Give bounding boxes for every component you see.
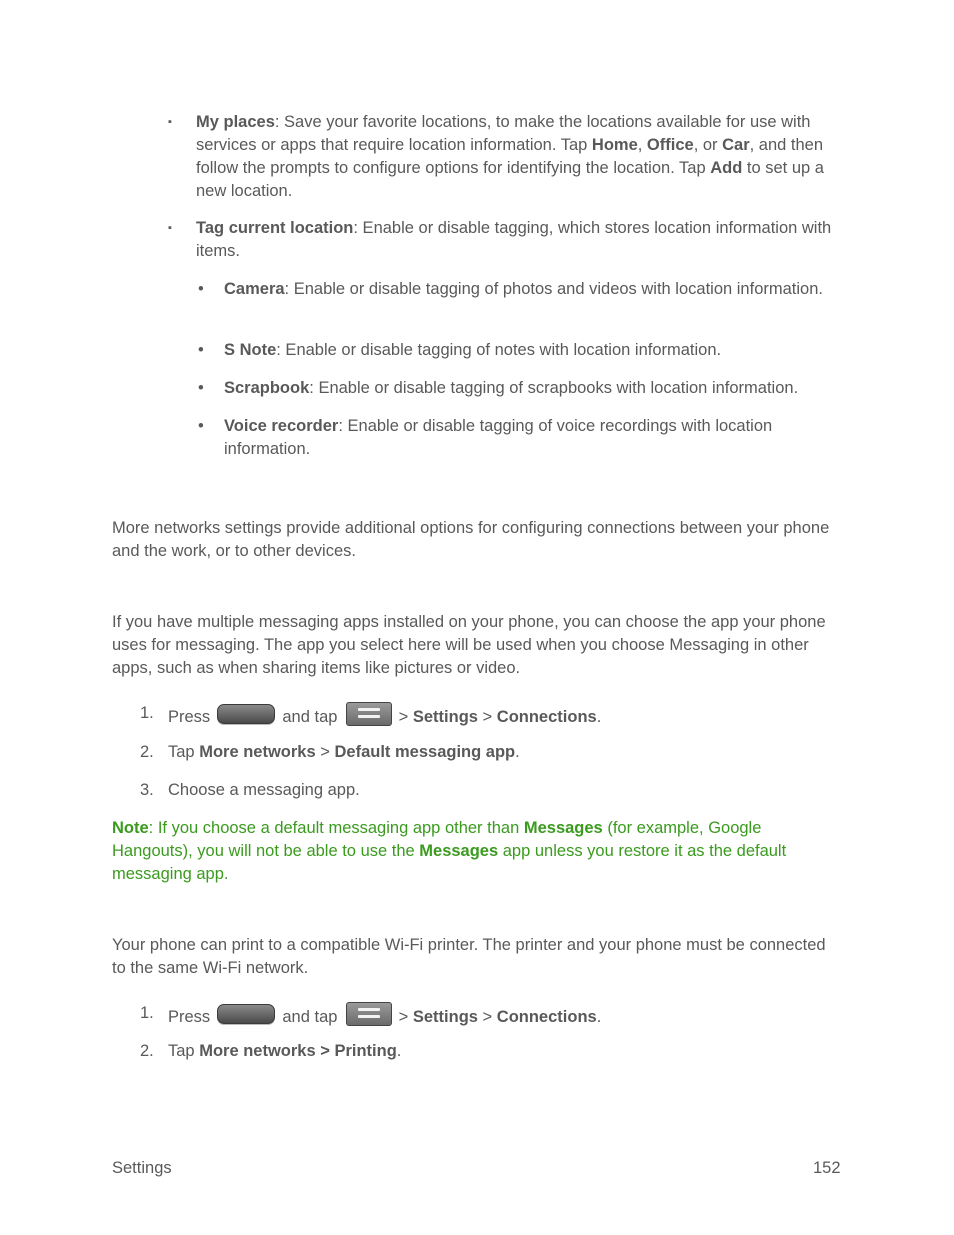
home-term: Home (591, 136, 638, 154)
square-bullet-icon: ▪ (168, 222, 172, 234)
dot-bullet-icon: • (198, 417, 204, 435)
text-segment: : Save your favorite locations, to make the locations available for use with services or apps that require location information. Tap (196, 113, 811, 154)
separator: > (398, 1008, 409, 1026)
more-networks-term: More networks (199, 743, 316, 761)
tag-current-location-desc: : Enable or disable tagging, which stores location information with items. (196, 219, 832, 260)
settings-term: Settings (412, 708, 478, 726)
page-number: 152 (813, 1159, 841, 1177)
camera-item (224, 278, 844, 301)
step-number: 1. (140, 704, 154, 722)
voice-recorder-item (224, 415, 844, 461)
messages-term: Messages (419, 842, 499, 860)
my-places-item (196, 111, 846, 203)
messaging-step-2 (168, 741, 848, 764)
text-segment: , (637, 136, 647, 154)
my-places-term: My places (196, 113, 275, 131)
separator: > (398, 708, 409, 726)
printing-step-2 (168, 1040, 848, 1063)
camera-desc: : Enable or disable tagging of photos and videos with location information. (284, 280, 823, 298)
connections-term: Connections (496, 1008, 597, 1026)
step-number: 2. (140, 743, 154, 761)
more-networks-printing-term: More networks > Printing (199, 1042, 397, 1060)
footer-section: Settings (112, 1159, 172, 1177)
s-note-term: S Note (224, 341, 277, 359)
dot-bullet-icon: • (198, 379, 204, 397)
period: . (396, 1042, 402, 1060)
period: . (596, 708, 602, 726)
tag-current-location-term: Tag current location (196, 219, 354, 237)
scrapbook-desc: : Enable or disable tagging of scrapbooks with location information. (309, 379, 799, 397)
messages-term: Messages (523, 819, 603, 837)
text-segment: , or (693, 136, 723, 154)
s-note-item (224, 339, 844, 362)
note-text: app unless you restore it as the default messaging app. (112, 842, 787, 883)
text-segment: to set up a new location. (196, 159, 824, 200)
menu-key-icon (346, 1002, 392, 1026)
scrapbook-term: Scrapbook (224, 379, 310, 397)
tap-label: Tap (168, 1042, 195, 1060)
text-segment: , and then follow the prompts to configure options for identifying the location. Tap (196, 136, 824, 177)
default-messaging-app-term: Default messaging app (334, 743, 516, 761)
printing-intro: Your phone can print to a compatible Wi-Fi printer. The printer and your phone must be connected to the same Wi-Fi network. (112, 936, 826, 977)
car-term: Car (722, 136, 750, 154)
note-text: (for example, Google Hangouts), you will not be able to use the (112, 819, 762, 860)
separator: > (482, 1008, 493, 1026)
note-text: : If you choose a default messaging app other than (148, 819, 524, 837)
more-networks-intro: More networks settings provide additional options for configuring connections between your phone and the work, or to other devices. (112, 519, 830, 560)
messaging-intro: If you have multiple messaging apps installed on your phone, you can choose the app your phone uses for messaging. The app you select here will be used when you choose Messaging in other apps, such as when sharing items like pictures or video. (112, 613, 826, 677)
messaging-step-3: Choose a messaging app. (168, 781, 360, 799)
note (112, 817, 842, 886)
and-tap-label: and tap (282, 708, 338, 726)
press-label: Press (168, 1008, 211, 1026)
camera-term: Camera (224, 280, 285, 298)
office-term: Office (646, 136, 694, 154)
step-number: 3. (140, 781, 154, 799)
scrapbook-item (224, 377, 844, 400)
s-note-desc: : Enable or disable tagging of notes with location information. (276, 341, 722, 359)
period: . (515, 743, 520, 761)
home-key-icon (217, 704, 275, 724)
period: . (596, 1008, 602, 1026)
separator: > (320, 743, 330, 761)
settings-term: Settings (412, 1008, 478, 1026)
home-key-icon (217, 1004, 275, 1024)
printing-step-1 (168, 1002, 848, 1029)
tap-label: Tap (168, 743, 195, 761)
separator: > (482, 708, 493, 726)
connections-term: Connections (496, 708, 597, 726)
and-tap-label: and tap (282, 1008, 338, 1026)
menu-key-icon (346, 702, 392, 726)
press-label: Press (168, 708, 211, 726)
note-label: Note (112, 819, 149, 837)
dot-bullet-icon: • (198, 280, 204, 298)
dot-bullet-icon: • (198, 341, 204, 359)
step-number: 1. (140, 1004, 154, 1022)
step-number: 2. (140, 1042, 154, 1060)
square-bullet-icon: ▪ (168, 116, 172, 128)
tag-current-location-item (196, 217, 846, 263)
messaging-step-1 (168, 702, 848, 729)
voice-recorder-term: Voice recorder (224, 417, 339, 435)
voice-recorder-desc: : Enable or disable tagging of voice recordings with location information. (224, 417, 773, 458)
add-term: Add (710, 159, 743, 177)
